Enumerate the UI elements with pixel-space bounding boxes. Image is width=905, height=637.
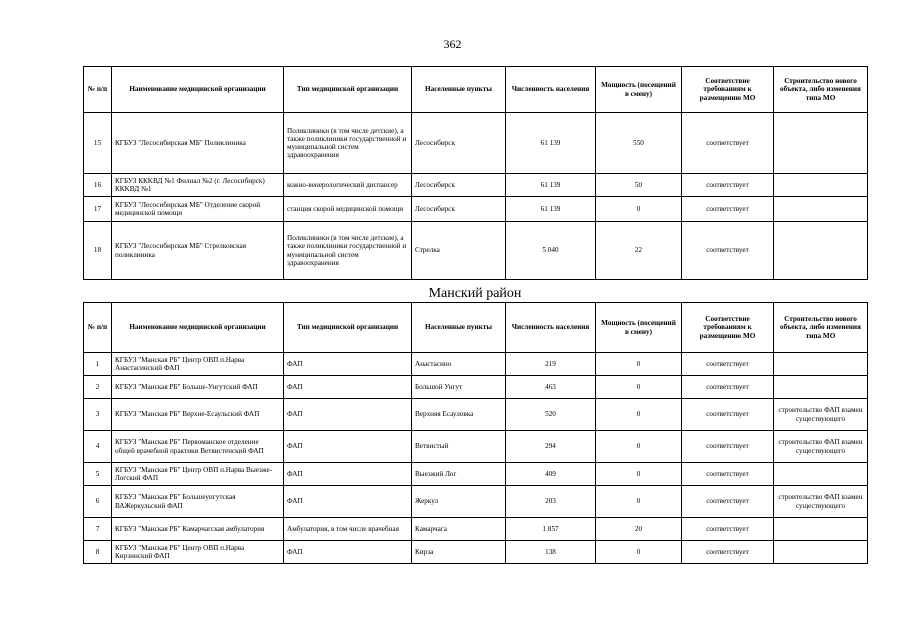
cell-type: станция скорой медицинской помощи <box>284 197 412 222</box>
cell-org: КГБУЗ "Манская РБ" Верхне-Есаульский ФАП <box>112 399 284 431</box>
cell-org: КГБУЗ "Лесосибирская МБ" Поликлиника <box>112 113 284 174</box>
header-capacity: Мощность (посещений в смену) <box>596 67 682 113</box>
cell-settlement: Анастасино <box>412 353 506 376</box>
cell-population: 61 139 <box>506 113 596 174</box>
cell-compliance: соответствует <box>682 113 774 174</box>
cell-capacity: 50 <box>596 174 682 197</box>
header-type: Тип медицинской организации <box>284 303 412 353</box>
table-row <box>84 222 868 280</box>
cell-population: 520 <box>506 399 596 431</box>
cell-capacity: 0 <box>596 541 682 564</box>
header-population: Численность населения <box>506 67 596 113</box>
cell-num: 7 <box>84 518 112 541</box>
cell-type: Амбулатория, в том числе врачебная <box>284 518 412 541</box>
table-row <box>84 486 868 518</box>
header-compliance: Соответствие требованиям к размещению МО <box>682 303 774 353</box>
cell-population: 1 857 <box>506 518 596 541</box>
table-row <box>84 399 868 431</box>
table-row <box>84 541 868 564</box>
cell-capacity: 0 <box>596 431 682 463</box>
cell-population: 219 <box>506 353 596 376</box>
cell-settlement: Лесосибирск <box>412 113 506 174</box>
cell-num: 17 <box>84 197 112 222</box>
cell-org: КГБУЗ "Лесосибирская МБ" Отделение скорой медицинской помощи <box>112 197 284 222</box>
cell-population: 61 139 <box>506 197 596 222</box>
cell-type: ФАП <box>284 376 412 399</box>
cell-settlement: Большой Унгут <box>412 376 506 399</box>
cell-capacity: 0 <box>596 399 682 431</box>
cell-capacity: 0 <box>596 463 682 486</box>
cell-construction <box>774 113 868 174</box>
cell-num: 8 <box>84 541 112 564</box>
table-header-row <box>84 303 868 353</box>
cell-type: кожно-венерологический диспансер <box>284 174 412 197</box>
cell-capacity: 550 <box>596 113 682 174</box>
cell-type: ФАП <box>284 486 412 518</box>
table-row <box>84 197 868 222</box>
cell-population: 203 <box>506 486 596 518</box>
cell-compliance: соответствует <box>682 399 774 431</box>
cell-type: Поликлиники (в том числе детские), а также поликлиники государственной и муниципальной систем здравоохранения <box>284 222 412 280</box>
table-row <box>84 376 868 399</box>
cell-settlement: Камарчага <box>412 518 506 541</box>
cell-compliance: соответствует <box>682 376 774 399</box>
table-row <box>84 353 868 376</box>
cell-org: КГБУЗ "Манская РБ" Центр ОВП п.Нарва Выезже-Логский ФАП <box>112 463 284 486</box>
cell-num: 2 <box>84 376 112 399</box>
header-compliance: Соответствие требованиям к размещению МО <box>682 67 774 113</box>
cell-population: 5 040 <box>506 222 596 280</box>
cell-population: 138 <box>506 541 596 564</box>
header-population: Численность населения <box>506 303 596 353</box>
cell-construction <box>774 463 868 486</box>
table-row <box>84 113 868 174</box>
cell-compliance: соответствует <box>682 174 774 197</box>
cell-org: КГБУЗ "Манская РБ" Центр ОВП п.Нарва Анастасинский ФАП <box>112 353 284 376</box>
cell-settlement: Кирза <box>412 541 506 564</box>
cell-settlement: Выезжий Лог <box>412 463 506 486</box>
cell-settlement: Лесосибирск <box>412 174 506 197</box>
table-header-row <box>84 67 868 113</box>
cell-type: ФАП <box>284 463 412 486</box>
cell-capacity: 22 <box>596 222 682 280</box>
facilities-table-lesosibirsk <box>83 66 868 280</box>
cell-construction: строительство ФАП взамен существующего <box>774 399 868 431</box>
header-settlements: Населенные пункты <box>412 67 506 113</box>
cell-compliance: соответствует <box>682 463 774 486</box>
cell-construction: строительство ФАП взамен существующего <box>774 486 868 518</box>
cell-construction <box>774 541 868 564</box>
cell-compliance: соответствует <box>682 353 774 376</box>
cell-type: ФАП <box>284 431 412 463</box>
header-num: № п/п <box>84 67 112 113</box>
cell-type: Поликлиники (в том числе детские), а также поликлиники государственной и муниципальной систем здравоохранения <box>284 113 412 174</box>
cell-compliance: соответствует <box>682 197 774 222</box>
cell-settlement: Жеркул <box>412 486 506 518</box>
cell-construction <box>774 518 868 541</box>
cell-org: КГБУЗ "Манская РБ" Большеунгутская ВАЖеркульский ФАП <box>112 486 284 518</box>
cell-num: 1 <box>84 353 112 376</box>
cell-num: 6 <box>84 486 112 518</box>
cell-org: КГБУЗ "Манская РБ" Больше-Унгутский ФАП <box>112 376 284 399</box>
header-construction: Строительство нового объекта, либо изменения типа МО <box>774 303 868 353</box>
cell-type: ФАП <box>284 353 412 376</box>
cell-construction <box>774 222 868 280</box>
cell-type: ФАП <box>284 541 412 564</box>
header-construction: Строительство нового объекта, либо изменения типа МО <box>774 67 868 113</box>
cell-compliance: соответствует <box>682 486 774 518</box>
cell-num: 5 <box>84 463 112 486</box>
table-row <box>84 518 868 541</box>
cell-construction <box>774 376 868 399</box>
cell-compliance: соответствует <box>682 541 774 564</box>
cell-construction <box>774 174 868 197</box>
cell-settlement: Лесосибирск <box>412 197 506 222</box>
cell-num: 16 <box>84 174 112 197</box>
cell-compliance: соответствует <box>682 222 774 280</box>
cell-settlement: Верхняя Есауловка <box>412 399 506 431</box>
cell-capacity: 0 <box>596 197 682 222</box>
page-number: 362 <box>443 37 462 51</box>
cell-compliance: соответствует <box>682 518 774 541</box>
header-num: № п/п <box>84 303 112 353</box>
cell-construction: строительство ФАП взамен существующего <box>774 431 868 463</box>
cell-num: 15 <box>84 113 112 174</box>
cell-org: КГБУЗ "Лесосибирская МБ" Стрелковская поликлиника <box>112 222 284 280</box>
cell-type: ФАП <box>284 399 412 431</box>
cell-population: 294 <box>506 431 596 463</box>
header-org: Наименование медицинской организации <box>112 67 284 113</box>
header-capacity: Мощность (посещений в смену) <box>596 303 682 353</box>
cell-org: КГБУЗ "Манская РБ" Первоманское отделение общей врачебной практики Ветвистенский ФАП <box>112 431 284 463</box>
cell-num: 3 <box>84 399 112 431</box>
header-type: Тип медицинской организации <box>284 67 412 113</box>
cell-construction <box>774 197 868 222</box>
cell-population: 463 <box>506 376 596 399</box>
cell-compliance: соответствует <box>682 431 774 463</box>
table-row <box>84 463 868 486</box>
cell-settlement: Ветвистый <box>412 431 506 463</box>
cell-population: 61 139 <box>506 174 596 197</box>
cell-org: КГБУЗ ККKВД №1 Филиал №2 (г. Лесосибирск) ККKВД №1 <box>112 174 284 197</box>
cell-capacity: 0 <box>596 486 682 518</box>
facilities-table-mansky <box>83 302 868 564</box>
cell-num: 4 <box>84 431 112 463</box>
header-org: Наименование медицинской организации <box>112 303 284 353</box>
cell-capacity: 0 <box>596 376 682 399</box>
cell-org: КГБУЗ "Манская РБ" Центр ОВП п.Нарва Кирзинский ФАП <box>112 541 284 564</box>
section-title: Манский район <box>428 286 522 301</box>
cell-capacity: 20 <box>596 518 682 541</box>
table-row <box>84 174 868 197</box>
table-row <box>84 431 868 463</box>
cell-num: 18 <box>84 222 112 280</box>
cell-capacity: 0 <box>596 353 682 376</box>
cell-population: 409 <box>506 463 596 486</box>
cell-settlement: Стрелка <box>412 222 506 280</box>
header-settlements: Населенные пункты <box>412 303 506 353</box>
cell-construction <box>774 353 868 376</box>
cell-org: КГБУЗ "Манская РБ" Камарчагская амбулатория <box>112 518 284 541</box>
